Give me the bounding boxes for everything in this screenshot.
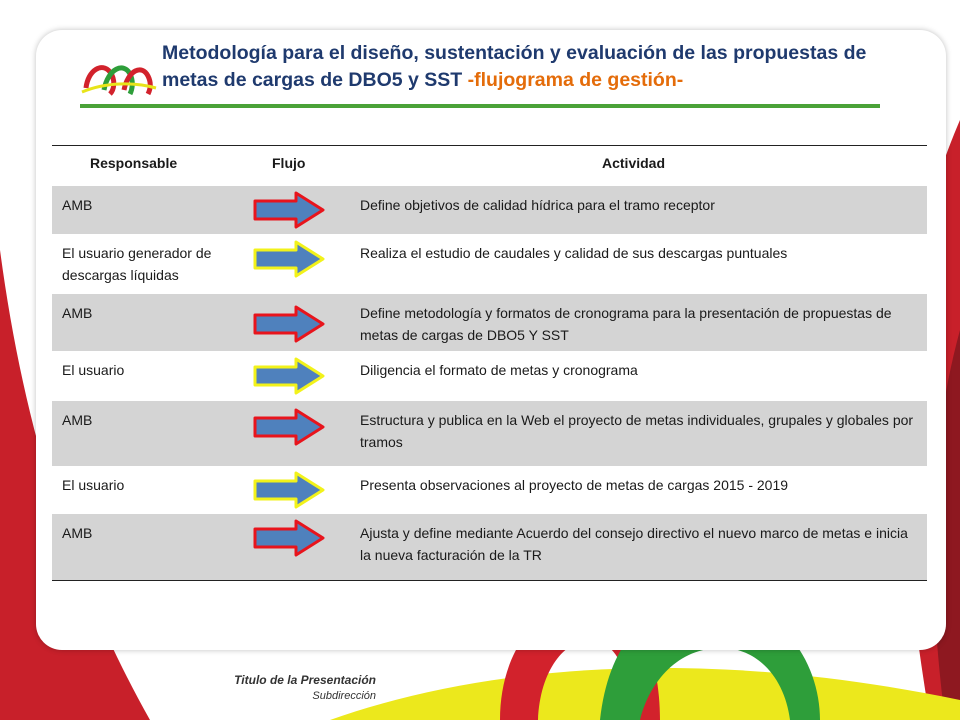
table-row	[52, 234, 927, 294]
header-responsable: Responsable	[90, 155, 178, 171]
table-row	[52, 294, 927, 351]
title-divider	[80, 104, 880, 108]
table-row	[52, 186, 927, 234]
row-responsable: AMB	[62, 197, 93, 213]
row-responsable: El usuario	[62, 362, 125, 378]
row-actividad: Define metodología y formatos de cronograma para la presentación de propuestas de metas de cargas de DBO5 Y SST	[360, 305, 892, 343]
red-outline-arrow-icon	[252, 304, 326, 344]
table-row	[52, 351, 927, 401]
yellow-outline-arrow-icon	[252, 239, 326, 279]
slide-title	[162, 40, 902, 94]
table-header	[52, 146, 927, 186]
header-flujo: Flujo	[272, 155, 306, 171]
row-actividad: Presenta observaciones al proyecto de metas de cargas 2015 - 2019	[360, 477, 789, 493]
subtitle-text: -flujograma de gestión-	[467, 69, 684, 91]
footer-subdireccion: Subdirección	[312, 690, 376, 702]
row-responsable: AMB	[62, 412, 93, 428]
table-row	[52, 514, 927, 580]
title-text: Metodología para el diseño, sustentación y evaluación de las propuestas de metas de cargas de DBO5 y SST	[162, 42, 867, 91]
row-responsable: AMB	[62, 305, 93, 321]
header-actividad: Actividad	[602, 155, 666, 171]
red-outline-arrow-icon	[252, 190, 326, 230]
yellow-outline-arrow-icon	[252, 356, 326, 396]
row-actividad: Diligencia el formato de metas y cronograma	[360, 362, 638, 378]
row-responsable: El usuario	[62, 477, 125, 493]
red-outline-arrow-icon	[252, 407, 326, 447]
row-actividad: Ajusta y define mediante Acuerdo del consejo directivo el nuevo marco de metas e inicia la nueva facturación de la TR	[360, 525, 908, 563]
table-row	[52, 401, 927, 466]
footer-presentation-title: Titulo de la Presentación	[234, 673, 376, 687]
amb-logo	[80, 52, 158, 100]
row-actividad: Define objetivos de calidad hídrica para el tramo receptor	[360, 197, 715, 213]
yellow-outline-arrow-icon	[252, 470, 326, 510]
flow-table	[52, 145, 927, 581]
row-actividad: Estructura y publica en la Web el proyecto de metas individuales, grupales y globales por tramos	[360, 412, 914, 450]
red-outline-arrow-icon	[252, 518, 326, 558]
row-responsable: El usuario generador de descargas líquidas	[62, 245, 212, 283]
table-row	[52, 466, 927, 514]
row-actividad: Realiza el estudio de caudales y calidad de sus descargas puntuales	[360, 245, 788, 261]
row-responsable: AMB	[62, 525, 93, 541]
